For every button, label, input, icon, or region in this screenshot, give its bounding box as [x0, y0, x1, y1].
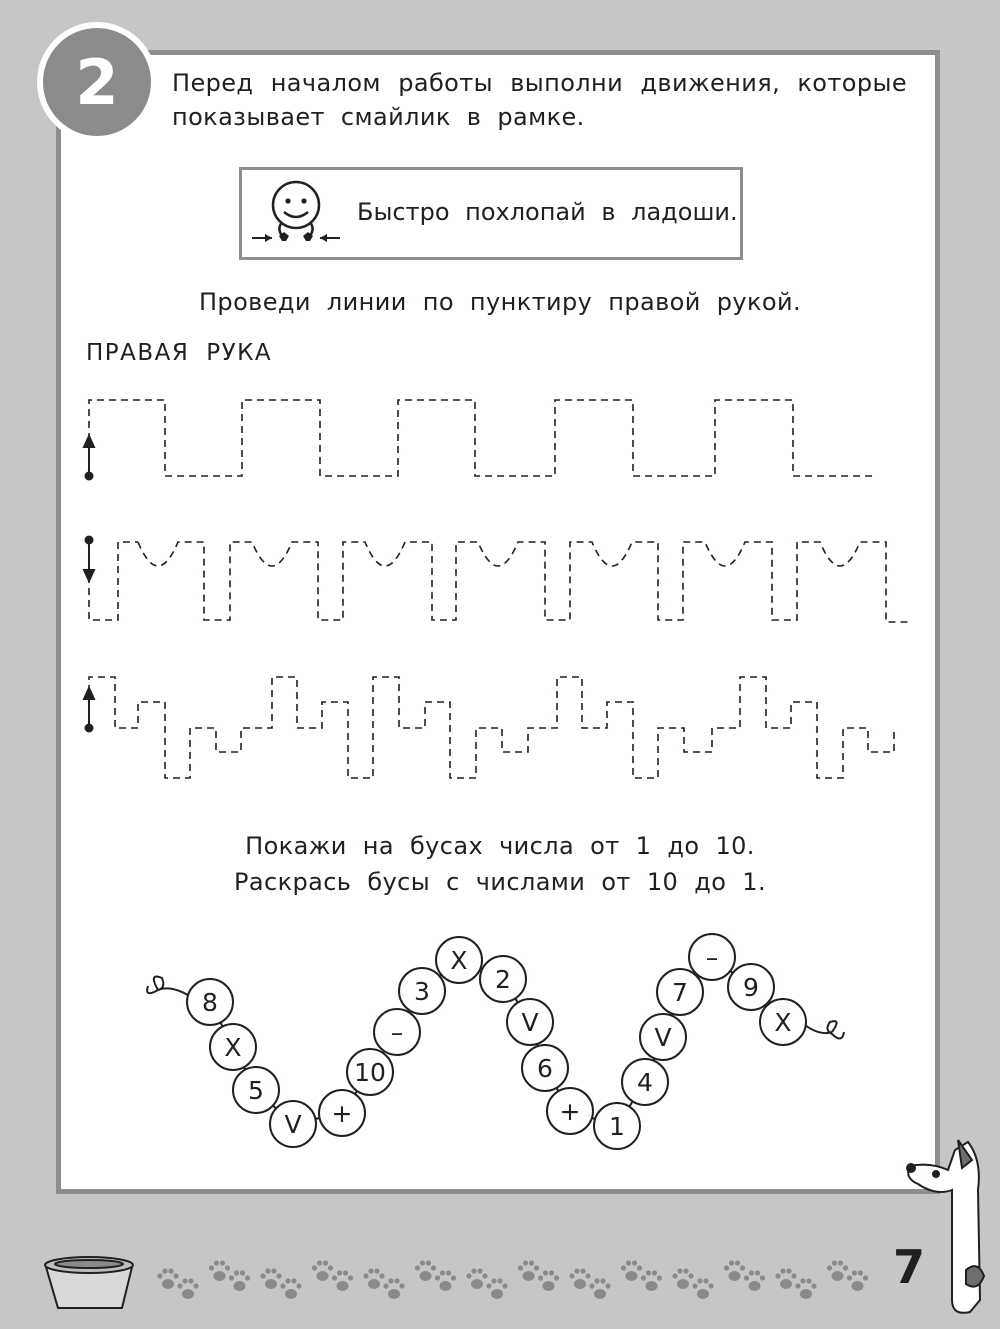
paw-print-icon — [260, 1268, 301, 1299]
bead-label: 1 — [609, 1112, 625, 1141]
instruction-line-1: Перед началом работы выполни движения, которые — [172, 69, 907, 97]
paw-print-icon — [827, 1260, 868, 1291]
pet-bowl-icon — [45, 1257, 133, 1308]
trace-instruction: Проведи линии по пунктиру правой рукой. — [198, 288, 801, 316]
bead-label: 10 — [354, 1058, 386, 1087]
paw-print-icon — [672, 1268, 713, 1299]
dog-mascot-icon — [907, 1140, 984, 1313]
bead-label: + — [559, 1097, 581, 1126]
paw-print-icon — [775, 1268, 816, 1299]
hand-label: ПРАВАЯ РУКА — [86, 340, 273, 366]
exercise-text: Быстро похлопай в ладоши. — [357, 198, 738, 226]
bead-label: 9 — [743, 973, 759, 1002]
paw-print-icon — [569, 1268, 610, 1299]
bead-label: 8 — [202, 988, 218, 1017]
paw-print-icon — [363, 1268, 404, 1299]
paw-print-icon — [157, 1268, 198, 1299]
bead-label: + — [331, 1099, 353, 1128]
bead-label: 7 — [672, 978, 688, 1007]
bead-label: 5 — [248, 1076, 264, 1105]
bead-label: 2 — [495, 965, 511, 994]
bead-label: V — [654, 1023, 672, 1052]
bead-label: V — [521, 1008, 539, 1037]
page-number: 7 — [893, 1240, 926, 1294]
instruction-line-2: показывает смайлик в рамке. — [172, 103, 585, 131]
bead-label: X — [224, 1033, 242, 1062]
paw-print-icon — [466, 1268, 507, 1299]
bead-label: – — [390, 1018, 404, 1047]
paw-prints-row — [157, 1260, 868, 1299]
task-number: 2 — [75, 45, 119, 119]
paw-print-icon — [209, 1260, 250, 1291]
paw-print-icon — [312, 1260, 353, 1291]
bead-label: X — [774, 1008, 792, 1037]
bead-label: V — [284, 1110, 302, 1139]
paw-print-icon — [621, 1260, 662, 1291]
paw-print-icon — [415, 1260, 456, 1291]
beads-instruction-line-2: Раскрась бусы с числами от 10 до 1. — [234, 868, 766, 896]
paw-print-icon — [518, 1260, 559, 1291]
bead-label: 4 — [637, 1068, 653, 1097]
beads-instruction-line-1: Покажи на бусах числа от 1 до 10. — [245, 832, 755, 860]
bead-label: – — [705, 943, 719, 972]
paw-print-icon — [724, 1260, 765, 1291]
bead-label: 6 — [537, 1054, 553, 1083]
bead-label: X — [450, 946, 468, 975]
bead-label: 3 — [414, 977, 430, 1006]
